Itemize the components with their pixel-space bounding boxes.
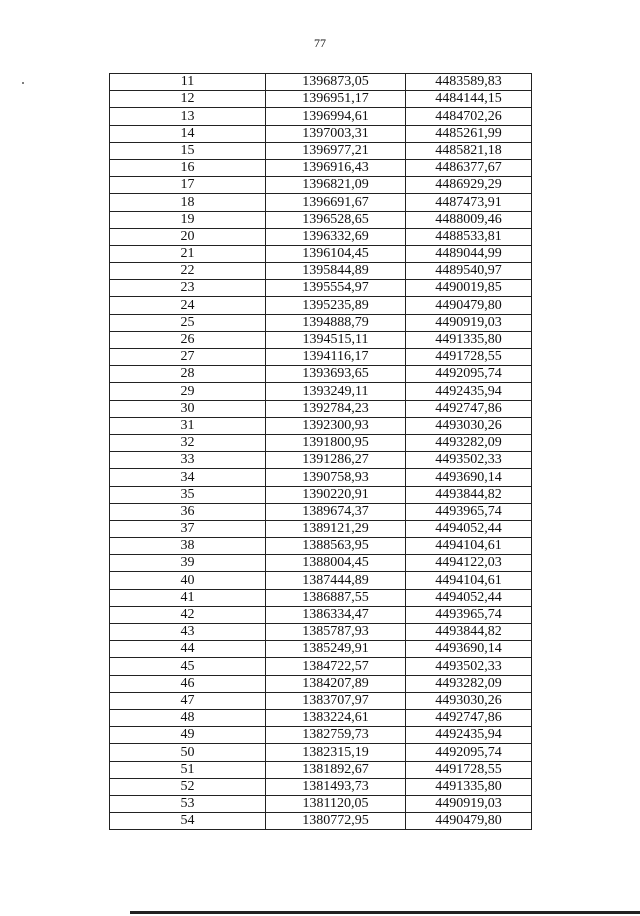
table-row (110, 211, 532, 228)
y-coordinate-cell: 4487473,91 (406, 194, 532, 211)
x-coordinate-cell: 1392784,23 (266, 400, 406, 417)
x-coordinate-cell: 1396977,21 (266, 142, 406, 159)
table-row (110, 589, 532, 606)
x-coordinate-cell: 1396873,05 (266, 74, 406, 91)
y-coordinate-cell: 4491728,55 (406, 761, 532, 778)
point-number-cell: 33 (110, 452, 266, 469)
point-number-cell: 36 (110, 503, 266, 520)
y-coordinate-cell: 4492747,86 (406, 400, 532, 417)
point-number-cell: 30 (110, 400, 266, 417)
y-coordinate-cell: 4488533,81 (406, 228, 532, 245)
point-number-cell: 40 (110, 572, 266, 589)
x-coordinate-cell: 1381493,73 (266, 778, 406, 795)
y-coordinate-cell: 4490019,85 (406, 280, 532, 297)
y-coordinate-cell: 4491335,80 (406, 778, 532, 795)
point-number-cell: 21 (110, 245, 266, 262)
point-number-cell: 35 (110, 486, 266, 503)
x-coordinate-cell: 1382315,19 (266, 744, 406, 761)
table-row (110, 641, 532, 658)
coordinates-table (109, 73, 532, 830)
x-coordinate-cell: 1396528,65 (266, 211, 406, 228)
point-number-cell: 37 (110, 520, 266, 537)
table-row (110, 452, 532, 469)
table-row (110, 366, 532, 383)
point-number-cell: 48 (110, 709, 266, 726)
point-number-cell: 39 (110, 555, 266, 572)
point-number-cell: 16 (110, 159, 266, 176)
x-coordinate-cell: 1396332,69 (266, 228, 406, 245)
x-coordinate-cell: 1388563,95 (266, 538, 406, 555)
point-number-cell: 51 (110, 761, 266, 778)
x-coordinate-cell: 1382759,73 (266, 727, 406, 744)
point-number-cell: 52 (110, 778, 266, 795)
y-coordinate-cell: 4493502,33 (406, 658, 532, 675)
x-coordinate-cell: 1387444,89 (266, 572, 406, 589)
point-number-cell: 22 (110, 263, 266, 280)
point-number-cell: 34 (110, 469, 266, 486)
table-row (110, 228, 532, 245)
x-coordinate-cell: 1390758,93 (266, 469, 406, 486)
y-coordinate-cell: 4484144,15 (406, 91, 532, 108)
point-number-cell: 15 (110, 142, 266, 159)
x-coordinate-cell: 1380772,95 (266, 813, 406, 830)
point-number-cell: 11 (110, 74, 266, 91)
point-number-cell: 25 (110, 314, 266, 331)
table-row (110, 727, 532, 744)
point-number-cell: 19 (110, 211, 266, 228)
y-coordinate-cell: 4493965,74 (406, 503, 532, 520)
point-number-cell: 41 (110, 589, 266, 606)
table-row (110, 434, 532, 451)
y-coordinate-cell: 4493502,33 (406, 452, 532, 469)
x-coordinate-cell: 1388004,45 (266, 555, 406, 572)
y-coordinate-cell: 4492095,74 (406, 366, 532, 383)
table-row (110, 125, 532, 142)
point-number-cell: 53 (110, 795, 266, 812)
point-number-cell: 49 (110, 727, 266, 744)
scan-speck (22, 82, 24, 84)
point-number-cell: 27 (110, 349, 266, 366)
y-coordinate-cell: 4490919,03 (406, 314, 532, 331)
point-number-cell: 17 (110, 177, 266, 194)
x-coordinate-cell: 1395235,89 (266, 297, 406, 314)
x-coordinate-cell: 1386334,47 (266, 606, 406, 623)
y-coordinate-cell: 4494122,03 (406, 555, 532, 572)
y-coordinate-cell: 4493030,26 (406, 692, 532, 709)
table-row (110, 142, 532, 159)
table-row (110, 400, 532, 417)
x-coordinate-cell: 1381120,05 (266, 795, 406, 812)
y-coordinate-cell: 4491335,80 (406, 331, 532, 348)
x-coordinate-cell: 1389121,29 (266, 520, 406, 537)
y-coordinate-cell: 4486377,67 (406, 159, 532, 176)
y-coordinate-cell: 4491728,55 (406, 349, 532, 366)
point-number-cell: 23 (110, 280, 266, 297)
page-number: 77 (314, 36, 326, 50)
x-coordinate-cell: 1385787,93 (266, 624, 406, 641)
table-row (110, 658, 532, 675)
table-row (110, 813, 532, 830)
y-coordinate-cell: 4493844,82 (406, 486, 532, 503)
table-row (110, 349, 532, 366)
table-row (110, 280, 532, 297)
x-coordinate-cell: 1397003,31 (266, 125, 406, 142)
x-coordinate-cell: 1396104,45 (266, 245, 406, 262)
point-number-cell: 38 (110, 538, 266, 555)
y-coordinate-cell: 4494052,44 (406, 520, 532, 537)
point-number-cell: 14 (110, 125, 266, 142)
table-row (110, 331, 532, 348)
y-coordinate-cell: 4493282,09 (406, 434, 532, 451)
y-coordinate-cell: 4493965,74 (406, 606, 532, 623)
x-coordinate-cell: 1386887,55 (266, 589, 406, 606)
y-coordinate-cell: 4492095,74 (406, 744, 532, 761)
y-coordinate-cell: 4492435,94 (406, 383, 532, 400)
table-row (110, 503, 532, 520)
x-coordinate-cell: 1390220,91 (266, 486, 406, 503)
point-number-cell: 46 (110, 675, 266, 692)
x-coordinate-cell: 1384207,89 (266, 675, 406, 692)
x-coordinate-cell: 1389674,37 (266, 503, 406, 520)
x-coordinate-cell: 1394888,79 (266, 314, 406, 331)
x-coordinate-cell: 1391286,27 (266, 452, 406, 469)
point-number-cell: 12 (110, 91, 266, 108)
y-coordinate-cell: 4493690,14 (406, 469, 532, 486)
table-row (110, 538, 532, 555)
table-row (110, 245, 532, 262)
x-coordinate-cell: 1385249,91 (266, 641, 406, 658)
y-coordinate-cell: 4483589,83 (406, 74, 532, 91)
table-row (110, 778, 532, 795)
y-coordinate-cell: 4493282,09 (406, 675, 532, 692)
table-row (110, 520, 532, 537)
table-row (110, 606, 532, 623)
point-number-cell: 18 (110, 194, 266, 211)
table-row (110, 194, 532, 211)
point-number-cell: 31 (110, 417, 266, 434)
x-coordinate-cell: 1396916,43 (266, 159, 406, 176)
x-coordinate-cell: 1396821,09 (266, 177, 406, 194)
x-coordinate-cell: 1384722,57 (266, 658, 406, 675)
table-row (110, 108, 532, 125)
table-row (110, 761, 532, 778)
y-coordinate-cell: 4489044,99 (406, 245, 532, 262)
y-coordinate-cell: 4489540,97 (406, 263, 532, 280)
table-row (110, 417, 532, 434)
scan-bottom-edge (130, 911, 640, 914)
y-coordinate-cell: 4492435,94 (406, 727, 532, 744)
table-row (110, 159, 532, 176)
table-row (110, 469, 532, 486)
point-number-cell: 43 (110, 624, 266, 641)
y-coordinate-cell: 4493690,14 (406, 641, 532, 658)
point-number-cell: 24 (110, 297, 266, 314)
y-coordinate-cell: 4490479,80 (406, 297, 532, 314)
table-row (110, 795, 532, 812)
table-row (110, 91, 532, 108)
x-coordinate-cell: 1394515,11 (266, 331, 406, 348)
point-number-cell: 45 (110, 658, 266, 675)
coordinates-table-body (110, 74, 532, 830)
table-row (110, 555, 532, 572)
x-coordinate-cell: 1395844,89 (266, 263, 406, 280)
table-row (110, 177, 532, 194)
point-number-cell: 29 (110, 383, 266, 400)
point-number-cell: 32 (110, 434, 266, 451)
point-number-cell: 26 (110, 331, 266, 348)
point-number-cell: 20 (110, 228, 266, 245)
point-number-cell: 42 (110, 606, 266, 623)
x-coordinate-cell: 1383224,61 (266, 709, 406, 726)
table-row (110, 314, 532, 331)
y-coordinate-cell: 4494052,44 (406, 589, 532, 606)
table-row (110, 297, 532, 314)
y-coordinate-cell: 4490919,03 (406, 795, 532, 812)
table-row (110, 263, 532, 280)
y-coordinate-cell: 4494104,61 (406, 572, 532, 589)
x-coordinate-cell: 1396994,61 (266, 108, 406, 125)
y-coordinate-cell: 4486929,29 (406, 177, 532, 194)
point-number-cell: 13 (110, 108, 266, 125)
y-coordinate-cell: 4488009,46 (406, 211, 532, 228)
point-number-cell: 54 (110, 813, 266, 830)
y-coordinate-cell: 4494104,61 (406, 538, 532, 555)
table-row (110, 572, 532, 589)
point-number-cell: 47 (110, 692, 266, 709)
y-coordinate-cell: 4485261,99 (406, 125, 532, 142)
x-coordinate-cell: 1393249,11 (266, 383, 406, 400)
table-row (110, 744, 532, 761)
x-coordinate-cell: 1383707,97 (266, 692, 406, 709)
table-row (110, 692, 532, 709)
point-number-cell: 28 (110, 366, 266, 383)
y-coordinate-cell: 4493030,26 (406, 417, 532, 434)
x-coordinate-cell: 1381892,67 (266, 761, 406, 778)
table-row (110, 624, 532, 641)
x-coordinate-cell: 1396691,67 (266, 194, 406, 211)
point-number-cell: 44 (110, 641, 266, 658)
y-coordinate-cell: 4493844,82 (406, 624, 532, 641)
y-coordinate-cell: 4490479,80 (406, 813, 532, 830)
x-coordinate-cell: 1395554,97 (266, 280, 406, 297)
table-row (110, 675, 532, 692)
y-coordinate-cell: 4485821,18 (406, 142, 532, 159)
x-coordinate-cell: 1391800,95 (266, 434, 406, 451)
table-row (110, 709, 532, 726)
table-row (110, 486, 532, 503)
point-number-cell: 50 (110, 744, 266, 761)
x-coordinate-cell: 1392300,93 (266, 417, 406, 434)
y-coordinate-cell: 4484702,26 (406, 108, 532, 125)
table-row (110, 74, 532, 91)
x-coordinate-cell: 1393693,65 (266, 366, 406, 383)
table-row (110, 383, 532, 400)
x-coordinate-cell: 1394116,17 (266, 349, 406, 366)
y-coordinate-cell: 4492747,86 (406, 709, 532, 726)
x-coordinate-cell: 1396951,17 (266, 91, 406, 108)
